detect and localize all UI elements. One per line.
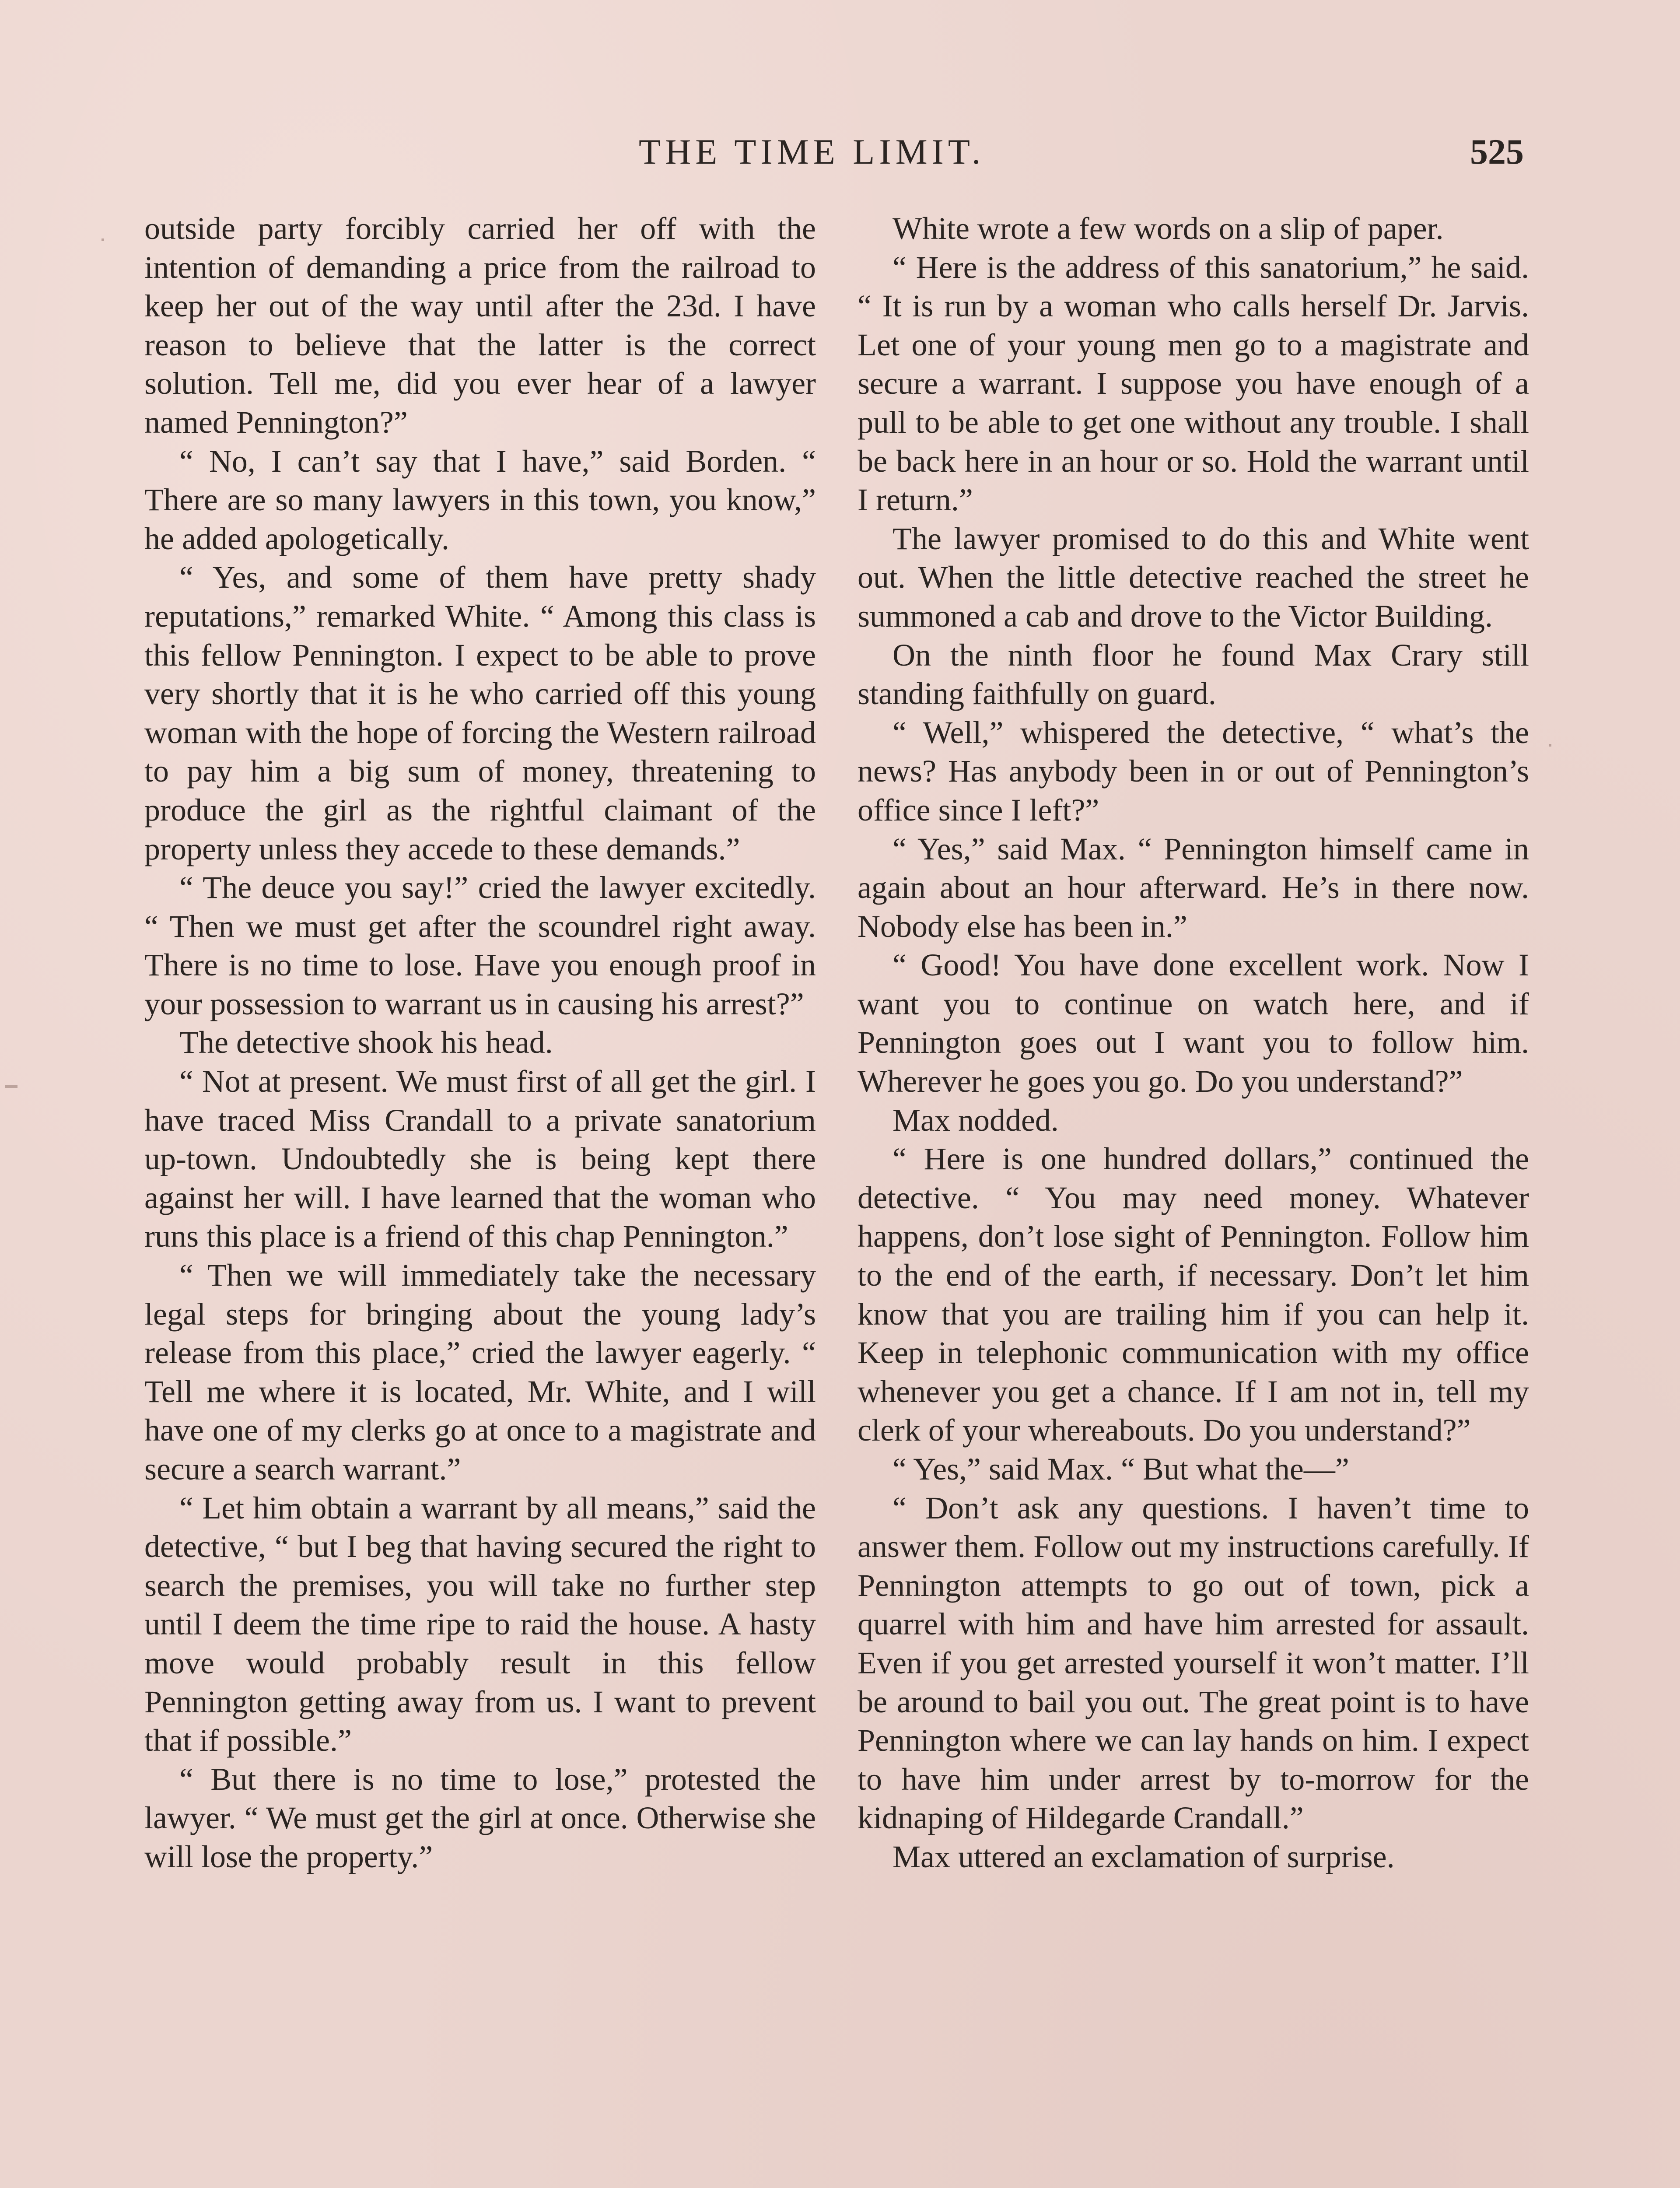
paragraph: “ Good! You have done excellent work. Now I want you to continue on watch here, and if Pennington goes out I want you to follow him. Wherever he goes you go. Do you understand?”	[858, 947, 1529, 1099]
paragraph: “ Then we will immediately take the necessary legal steps for bringing about the young lady’s release from this place,” cried the lawyer eagerly. “ Tell me where it is located, Mr. White, and I will have one of my clerks go at once to a magistrate and secure a search warrant.”	[144, 1258, 816, 1487]
paragraph: The lawyer promised to do this and White went out. When the little detective reached the street he summoned a cab and drove to the Victor Building.	[858, 521, 1529, 634]
paragraph: The detective shook his head.	[179, 1025, 553, 1060]
paragraph: “ Well,” whispered the detective, “ what’s the news? Has anybody been in or out of Pennington’s office since I left?”	[858, 715, 1529, 828]
paragraph: “ Not at present. We must first of all get the girl. I have traced Miss Crandall to a private sanatorium up-town. Undoubtedly she is being kept there against her will. I have learned that the woman who runs this place is a friend of this chap Pennington.”	[144, 1064, 816, 1254]
paragraph: Max uttered an exclamation of surprise.	[892, 1839, 1395, 1874]
margin-speck	[102, 238, 104, 241]
margin-speck	[5, 1085, 18, 1088]
paragraph: On the ninth floor he found Max Crary still standing faithfully on guard.	[858, 637, 1529, 712]
paragraph: White wrote a few words on a slip of paper.	[892, 211, 1444, 246]
paragraph: “ No, I can’t say that I have,” said Borden. “ There are so many lawyers in this town, you know,” he added apologetically.	[144, 443, 816, 556]
paragraph: “ Yes, and some of them have pretty shady reputations,” remarked White. “ Among this class is this fellow Pennington. I expect to be able to prove very shortly that it is he who carried off this young woman with the hope of forcing the Western railroad to pay him a big sum of money, threatening to produce the girl as the rightful claimant of the property unless they accede to these demands.”	[144, 560, 816, 866]
left-column	[144, 209, 816, 1876]
paragraph: “ The deuce you say!” cried the lawyer excitedly. “ Then we must get after the scoundrel right away. There is no time to lose. Have you enough proof in your possession to warrant us in causing his arrest?”	[144, 870, 816, 1021]
page-number: 525	[1470, 132, 1524, 172]
paragraph: “ Yes,” said Max. “ But what the—”	[892, 1452, 1349, 1487]
paragraph: “ Here is the address of this sanatorium,” he said. “ It is run by a woman who calls herself Dr. Jarvis. Let one of your young men go to a magistrate and secure a warrant. I suppose you have enough of a pull to be able to get one without any trouble. I shall be back here in an hour or so. Hold the warrant until I return.”	[858, 249, 1529, 518]
paragraph: “ Let him obtain a warrant by all means,” said the detective, “ but I beg that having secured the right to search the premises, you will take no further step until I deem the time ripe to raid the house. A hasty move would probably result in this fellow Pennington getting away from us. I want to prevent that if possible.”	[144, 1490, 816, 1758]
paragraph: Max nodded.	[892, 1102, 1059, 1138]
paragraph: “ Yes,” said Max. “ Pennington himself came in again about an hour afterward. He’s in there now. Nobody else has been in.”	[858, 831, 1529, 944]
paragraph: “ But there is no time to lose,” protested the lawyer. “ We must get the girl at once. Otherwise she will lose the property.”	[144, 1761, 816, 1874]
running-head: THE TIME LIMIT.	[639, 132, 985, 172]
paragraph: “ Here is one hundred dollars,” continued the detective. “ You may need money. Whatever happens, don’t lose sight of Pennington. Follow him to the end of the earth, if necessary. Don’t let him know that you are trailing him if you can help it. Keep in telephonic communication with my office whenever you get a chance. If I am not in, tell my clerk of your whereabouts. Do you understand?”	[858, 1141, 1529, 1448]
margin-speck	[1549, 744, 1551, 747]
paragraph: “ Don’t ask any questions. I haven’t time to answer them. Follow out my instructions carefully. If Pennington attempts to go out of town, pick a quarrel with him and have him arrested for assault. Even if you get arrested yourself it won’t matter. I’ll be around to bail you out. The great point is to have Pennington where we can lay hands on him. I expect to have him under arrest by to-morrow for the kidnaping of Hildegarde Crandall.”	[858, 1490, 1529, 1836]
right-column	[858, 209, 1529, 1876]
paragraph: outside party forcibly carried her off with the intention of demanding a price from the railroad to keep her out of the way until after the 23d. I have reason to believe that the latter is the correct solution. Tell me, did you ever hear of a lawyer named Pennington?”	[144, 211, 816, 440]
